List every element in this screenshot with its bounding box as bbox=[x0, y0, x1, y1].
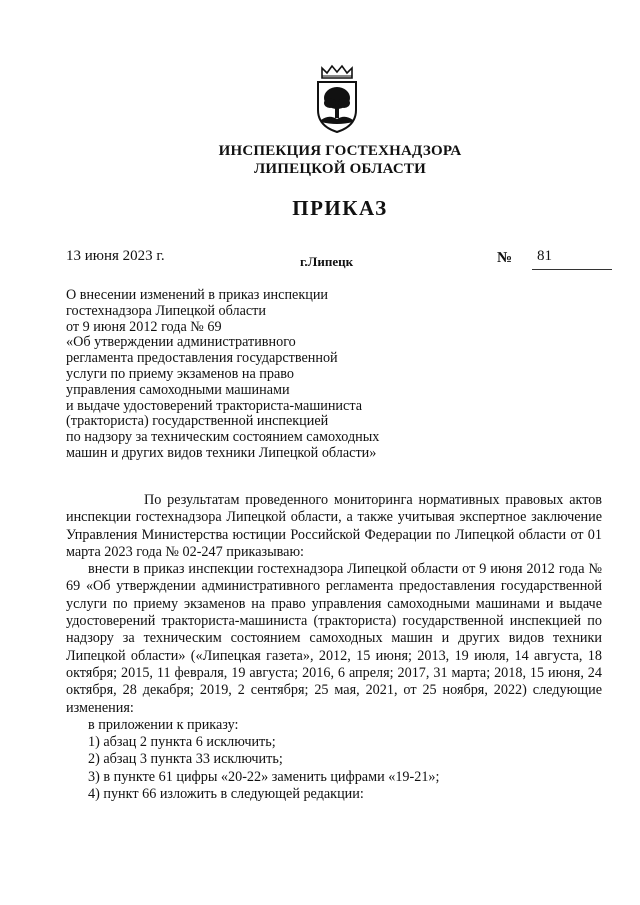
order-subject bbox=[66, 288, 426, 462]
list-item: 1) абзац 2 пункта 6 исключить; bbox=[88, 734, 276, 751]
list-item: 3) в пункте 61 цифры «20-22» заменить цифрами «19-21»; bbox=[88, 768, 440, 785]
subject-line: гостехнадзора Липецкой области bbox=[66, 302, 266, 319]
order-body bbox=[66, 492, 602, 803]
lipetsk-coat-of-arms-icon bbox=[314, 64, 360, 134]
list-item: 4) пункт 66 изложить в следующей редакции: bbox=[88, 786, 364, 803]
order-number: 81 bbox=[537, 248, 552, 264]
subject-line: по надзору за техническим состоянием самоходных bbox=[66, 429, 380, 446]
organization-name-line1: ИНСПЕКЦИЯ ГОСТЕХНАДЗОРА bbox=[218, 143, 462, 159]
document-type-title: ПРИКАЗ bbox=[292, 196, 388, 220]
subject-line: регламента предоставления государственной bbox=[66, 350, 338, 367]
subject-line: машин и других видов техники Липецкой области» bbox=[66, 444, 377, 461]
list-item: 2) абзац 3 пункта 33 исключить; bbox=[88, 751, 283, 768]
subject-line: от 9 июня 2012 года № 69 bbox=[66, 318, 222, 335]
subject-line: услуги по приему экзаменов на право bbox=[66, 365, 294, 382]
subject-line: управления самоходными машинами bbox=[66, 381, 290, 398]
organization-name-line2: ЛИПЕЦКОЙ ОБЛАСТИ bbox=[254, 161, 426, 177]
subject-line: О внесении изменений в приказ инспекции bbox=[66, 287, 329, 303]
order-number-underline bbox=[532, 269, 612, 270]
order-date: 13 июня 2023 г. bbox=[66, 248, 165, 264]
intro-paragraph: По результатам проведенного мониторинга нормативных правовых актов инспекции гостехнадзора Липецкой области, а также учитывая экспертное заключение Управления Министерства юстиции Российской Федерации по Липецкой области от 01 марта 2023 года № 02-247 приказываю: bbox=[66, 492, 602, 560]
list-item: в приложении к приказу: bbox=[88, 716, 239, 733]
subject-line: «Об утверждении административного bbox=[66, 334, 296, 351]
subject-line: (тракториста) государственной инспекцией bbox=[66, 413, 329, 430]
main-paragraph: внести в приказ инспекции гостехнадзора Липецкой области от 9 июня 2012 года № 69 «Об утверждении административного регламента предоставления государственной услуги по приему экзаменов на право управления самоходными машинами и выдаче удостоверений тракториста-машиниста (тракториста) государственной инспекцией по надзору за техническим состоянием самоходных машин и других видов техники Липецкой области» («Липецкая газета», 2012, 15 июня; 2013, 19 июля, 14 августа, 18 октября; 2015, 11 февраля, 19 августа; 2016, 6 апреля; 2017, 31 марта; 2018, 15 июня, 24 октября, 28 декабря; 2019, 2 сентября; 25 мая, 2021, от 25 ноября, 2022) следующие изменения: bbox=[66, 561, 602, 716]
order-number-label: № bbox=[497, 250, 513, 266]
order-city: г.Липецк bbox=[300, 254, 354, 269]
subject-line: и выдаче удостоверений тракториста-машиниста bbox=[66, 397, 362, 414]
